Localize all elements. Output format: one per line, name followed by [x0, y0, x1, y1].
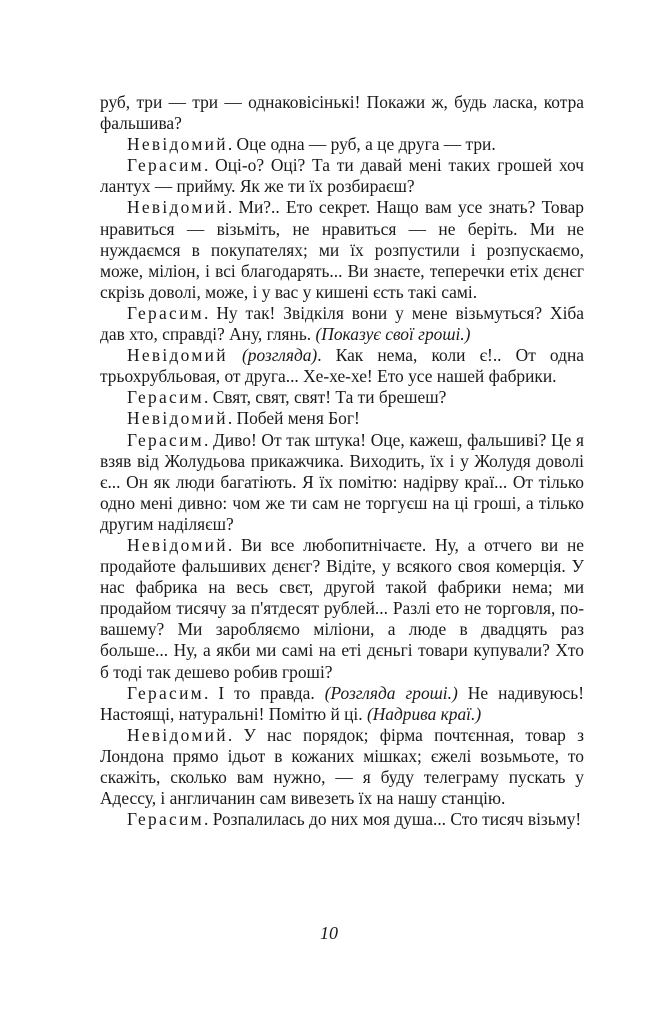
text-run: руб, три — три — однаковісінькі! Покажи ж, будь ласка, котра фальшива?: [100, 92, 584, 134]
text-run: . Ну так! Звідкіля вони у мене візьмуться? Хіба дав хто, справді? Ану, глянь.: [100, 302, 584, 345]
text-run: . Ми?.. Ето секрет. Нащо вам усе знать? Товар нравиться — візьміть, не нравиться — не беріть. Ми не нуждаємся в покупателях; ми їх розпустили і розпускаємо, може, міліон, і всі благодарять... Ви знаєте, теперечки етіх дєнєг скрізь доволі, може, і у вас у кишені єсть такі самі.: [100, 197, 584, 302]
paragraph-6: [100, 387, 584, 408]
text-run: [228, 345, 242, 365]
paragraph-1: [100, 134, 584, 155]
speaker-name: Герасим: [127, 682, 204, 703]
text-run: . Оце одна — руб, а це друга — три.: [227, 134, 496, 155]
text-run: . Побей меня Бог!: [227, 408, 360, 429]
speaker-name: Невідомий: [127, 408, 228, 429]
text-run: . Как нема, коли є!.. От одна трьохрубльовая, от друга... Хе-хе-хе! Ето усе нашей фабрики.: [100, 345, 584, 387]
speaker-name: Невідомий: [127, 345, 228, 366]
paragraph-3: [100, 197, 584, 302]
paragraph-9: [100, 535, 584, 683]
text-run: . Оці-о? Оці? Та ти давай мені таких грошей хоч лантух — прийму. Як же ти їх розбираєш?: [100, 155, 584, 197]
speaker-name: Герасим: [127, 387, 204, 408]
stage-direction: (Надрива краї.): [366, 703, 482, 724]
text-run: . І то правда.: [204, 682, 325, 703]
paragraph-0: [100, 92, 584, 134]
paragraph-10: [100, 683, 584, 725]
text-run: . Диво! От так штука! Оце, кажеш, фальшиві? Це я взяв від Жолудьова прикажчика. Виходить, їх і у Жолудя доволі є... Он як люди багатіють. Я їх помітю: надірву краї... От тілько одно мені дивно: чом же ти сам не торгуєш на ці гроші, а тілько другим наділяєш?: [100, 429, 584, 534]
paragraph-7: [100, 408, 584, 429]
text-run: . Ви все любопитнічаєте. Ну, а отчего ви не продайоте фальшивих дєнєг? Відіте, у всякого своя комерція. У нас фабрика на весь свєт, другой такой фабрики нема; ми продайом тисячу за п'ятдесят рублей... Разлі ето не торговля, по-вашему? Ми заробляємо міліони, а люде в двадцять раз больше... Ну, а якби ми самі на еті дєньгі товари купували? Хто б тоді так дешево робив гроші?: [100, 534, 584, 682]
speaker-name: Невідомий: [127, 534, 228, 555]
text-run: Не надивуюсь! Настоящі, натуральні! Помітю й ці.: [100, 682, 584, 724]
page-body: [100, 92, 584, 830]
text-run: . Розпалилась до них моя душа... Сто тисяч візьму!: [204, 809, 582, 830]
paragraph-12: [100, 809, 584, 830]
text-run: . Свят, свят, свят! Та ти брешеш?: [204, 387, 447, 408]
speaker-name: Герасим: [127, 302, 204, 323]
speaker-name: Невідомий: [127, 197, 228, 218]
stage-direction: (Розгляда гроші.): [324, 682, 458, 703]
paragraph-5: [100, 345, 584, 387]
stage-direction: (Показує свої гроші.): [315, 324, 471, 345]
paragraph-11: [100, 725, 584, 809]
speaker-name: Невідомий: [127, 134, 228, 155]
page-number: 10: [320, 923, 338, 943]
paragraph-8: [100, 430, 584, 535]
speaker-name: Невідомий: [127, 724, 228, 745]
speaker-name: Герасим: [127, 809, 204, 830]
paragraph-2: [100, 155, 584, 197]
speaker-name: Герасим: [127, 155, 204, 176]
speaker-name: Герасим: [127, 429, 204, 450]
stage-direction: (розгляда): [241, 345, 318, 366]
text-run: . У нас порядок; фірма почтєнная, товар з Лондона прямо ідьот в кожаних мішках; єжелі возьмьоте, то скажіть, сколько вам нужно, — я буду телеграму пускать у Адессу, і англичанин сам вивезеть їх на нашу станцію.: [100, 724, 584, 809]
paragraph-4: [100, 303, 584, 345]
